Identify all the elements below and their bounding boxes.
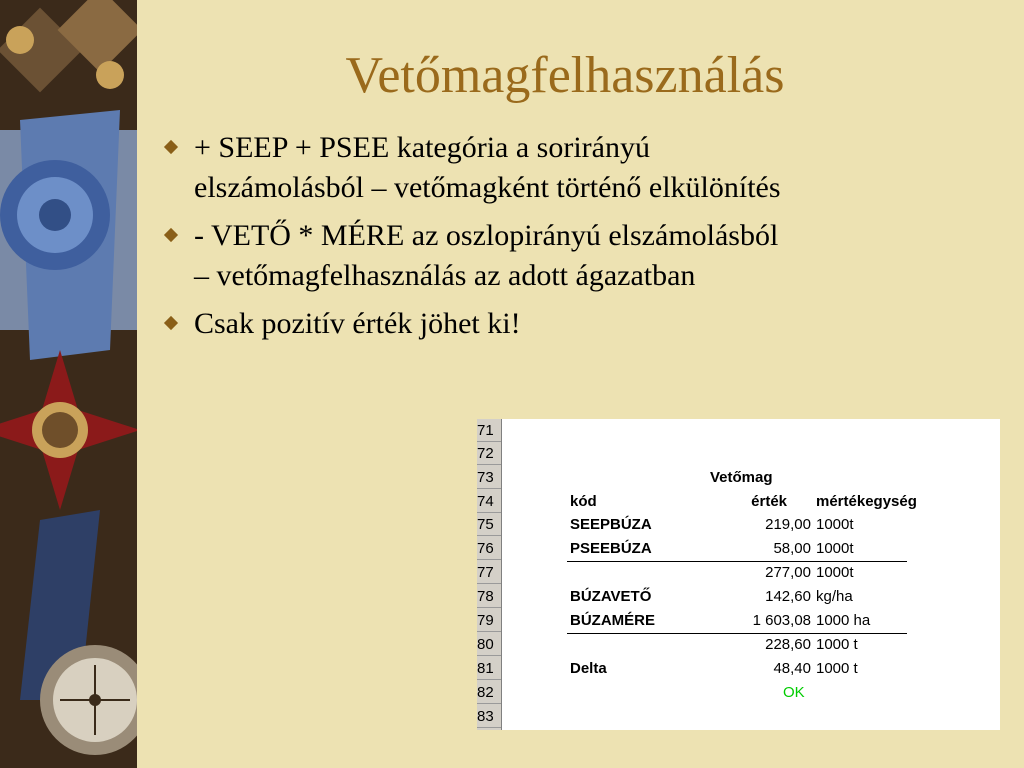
bullet-text-line: elszámolásból – vetőmagként történő elkülönítés	[194, 171, 781, 204]
header-value-line1: Vetőmag	[710, 469, 773, 486]
row-value: 277,00	[765, 564, 811, 581]
row-number: 78	[477, 585, 501, 608]
row-number: 81	[477, 657, 501, 680]
bullet-text-line: - VETŐ * MÉRE az oszlopirányú elszámolásból	[194, 219, 779, 252]
diamond-bullet-icon	[164, 316, 178, 330]
row-number: 73	[477, 466, 501, 489]
row-code: BÚZAMÉRE	[570, 612, 655, 629]
row-value: 142,60	[765, 588, 811, 605]
row-value: 228,60	[765, 636, 811, 653]
row-number: 74	[477, 490, 501, 513]
row-code: SEEPBÚZA	[570, 516, 652, 533]
bullet-text-line: – vetőmagfelhasználás az adott ágazatban	[194, 259, 696, 292]
row-number: 72	[477, 442, 501, 465]
row-number: 71	[477, 419, 501, 442]
row-code: PSEEBÚZA	[570, 540, 652, 557]
row-unit: 1000 t	[816, 660, 858, 677]
slide-title: Vetőmagfelhasználás	[345, 47, 785, 104]
header-code: kód	[570, 493, 597, 510]
row-number: 80	[477, 633, 501, 656]
row-unit: 1000t	[816, 516, 854, 533]
bullet-text-line: + SEEP + PSEE kategória a sorirányú	[194, 131, 650, 164]
bullet-item	[162, 216, 1002, 296]
bullet-list	[162, 128, 1002, 352]
header-value-line2: érték	[751, 493, 787, 510]
row-unit: 1000 ha	[816, 612, 871, 629]
row-number: 82	[477, 681, 501, 704]
row-unit: 1000t	[816, 540, 854, 557]
row-value: 48,40	[773, 660, 811, 677]
row-value: 219,00	[765, 516, 811, 533]
row-number: 79	[477, 609, 501, 632]
decorative-medal-image	[0, 0, 137, 768]
row-code: BÚZAVETŐ	[570, 588, 652, 605]
row-unit: kg/ha	[816, 588, 853, 605]
row-number: 76	[477, 537, 501, 560]
row-code: Delta	[570, 660, 607, 677]
row-number: 83	[477, 705, 501, 728]
spreadsheet-excerpt	[477, 419, 1000, 730]
row-number: 77	[477, 561, 501, 584]
row-value: 1 603,08	[752, 612, 811, 629]
row-unit: 1000t	[816, 564, 854, 581]
row-value: 58,00	[773, 540, 811, 557]
bullet-item	[162, 304, 1002, 344]
status-ok-label: OK	[783, 684, 805, 701]
header-unit: mértékegység	[816, 493, 917, 510]
bullet-text-line: Csak pozitív érték jöhet ki!	[194, 307, 521, 340]
row-header-column	[477, 419, 502, 730]
row-number: 75	[477, 513, 501, 536]
bullet-item	[162, 128, 1002, 208]
diamond-bullet-icon	[164, 228, 178, 242]
row-unit: 1000 t	[816, 636, 858, 653]
diamond-bullet-icon	[164, 140, 178, 154]
